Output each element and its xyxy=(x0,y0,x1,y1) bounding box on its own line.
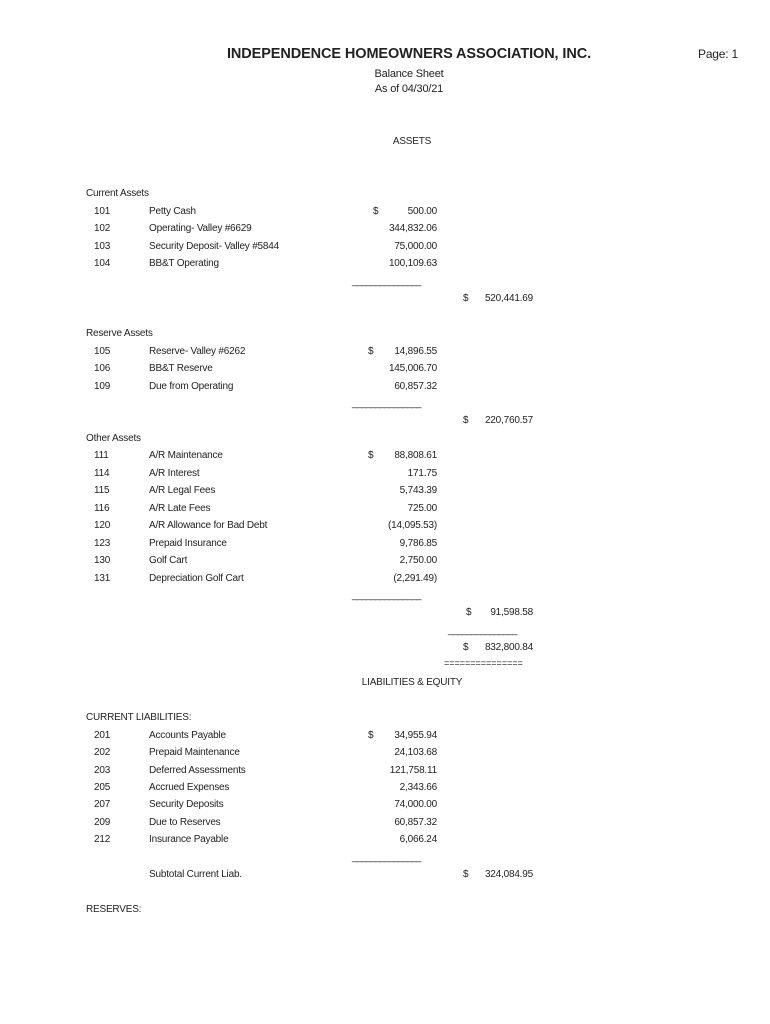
account-name: Operating- Valley #6629 xyxy=(149,223,252,234)
account-amount: 145,006.70 xyxy=(388,363,437,374)
account-code: 115 xyxy=(94,485,110,496)
account-amount: 121,758.11 xyxy=(389,765,437,776)
account-name: Prepaid Maintenance xyxy=(149,747,240,758)
account-name: Prepaid Insurance xyxy=(149,538,227,549)
account-code: 106 xyxy=(94,363,111,374)
account-code: 102 xyxy=(94,223,111,234)
currency-symbol: $ xyxy=(463,642,469,653)
double-underline: =============== xyxy=(444,658,523,668)
account-name: A/R Interest xyxy=(149,468,200,479)
account-name: Golf Cart xyxy=(149,555,188,566)
account-name: A/R Legal Fees xyxy=(149,485,216,496)
account-amount: 725.00 xyxy=(407,503,437,514)
account-name: Due from Operating xyxy=(149,381,234,392)
total-rule: _______________ xyxy=(448,625,517,636)
account-amount: 14,896.55 xyxy=(394,346,437,357)
account-amount: 74,000.00 xyxy=(394,799,437,810)
account-amount: 75,000.00 xyxy=(394,241,437,252)
account-code: 105 xyxy=(94,346,111,357)
currency-symbol: $ xyxy=(368,730,374,741)
account-name: Due to Reserves xyxy=(149,817,221,828)
subtotal-label: Subtotal Current Liab. xyxy=(149,869,242,880)
account-amount: 344,832.06 xyxy=(388,223,437,234)
currency-symbol: $ xyxy=(463,415,469,426)
subtotal-rule: _______________ xyxy=(352,590,421,601)
account-name: Security Deposit- Valley #5844 xyxy=(149,241,279,252)
account-name: Accrued Expenses xyxy=(149,782,230,793)
account-amount: 100,109.63 xyxy=(388,258,437,269)
subtotal-current-liabilities: 324,084.95 xyxy=(484,869,533,880)
account-code: 104 xyxy=(94,258,111,269)
account-amount: 171.75 xyxy=(407,468,437,479)
currency-symbol: $ xyxy=(463,293,469,304)
account-code: 120 xyxy=(94,520,111,531)
section-label-reserve-assets: Reserve Assets xyxy=(86,328,153,339)
account-name: Insurance Payable xyxy=(149,834,229,845)
account-name: Security Deposits xyxy=(149,799,224,810)
subtotal-rule: _______________ xyxy=(352,398,421,409)
account-amount: 9,786.85 xyxy=(399,538,437,549)
account-amount: (2,291.49) xyxy=(393,573,437,584)
currency-symbol: $ xyxy=(368,450,374,461)
currency-symbol: $ xyxy=(368,346,374,357)
account-code: 212 xyxy=(94,834,111,845)
section-label-reserves: RESERVES: xyxy=(86,904,142,915)
section-label-other-assets: Other Assets xyxy=(86,433,141,444)
account-name: BB&T Operating xyxy=(149,258,219,269)
subtotal-rule: _______________ xyxy=(352,852,421,863)
account-name: Depreciation Golf Cart xyxy=(149,573,244,584)
report-date: As of 04/30/21 xyxy=(374,83,444,95)
account-amount: 24,103.68 xyxy=(394,747,437,758)
report-title: INDEPENDENCE HOMEOWNERS ASSOCIATION, INC. xyxy=(226,46,592,62)
account-code: 103 xyxy=(94,241,111,252)
account-amount: 60,857.32 xyxy=(394,817,437,828)
account-name: Reserve- Valley #6262 xyxy=(149,346,246,357)
account-amount: 60,857.32 xyxy=(394,381,437,392)
account-code: 111 xyxy=(94,450,109,461)
page-number: Page: 1 xyxy=(698,47,738,61)
account-code: 207 xyxy=(94,799,111,810)
account-code: 109 xyxy=(94,381,111,392)
account-code: 131 xyxy=(94,573,111,584)
account-amount: 500.00 xyxy=(407,206,437,217)
currency-symbol: $ xyxy=(373,206,379,217)
total-assets-amount: 832,800.84 xyxy=(484,642,533,653)
account-code: 203 xyxy=(94,765,111,776)
account-amount: 88,808.61 xyxy=(394,450,437,461)
account-code: 202 xyxy=(94,747,111,758)
account-amount: 34,955.94 xyxy=(394,730,437,741)
account-code: 116 xyxy=(94,503,110,514)
account-amount: 2,750.00 xyxy=(399,555,437,566)
section-label-current-assets: Current Assets xyxy=(86,188,149,199)
account-amount: 2,343.66 xyxy=(399,782,437,793)
account-name: Deferred Assessments xyxy=(149,765,246,776)
account-code: 201 xyxy=(94,730,111,741)
account-name: A/R Allowance for Bad Debt xyxy=(149,520,268,531)
account-code: 114 xyxy=(94,468,110,479)
section-total-current-assets: 520,441.69 xyxy=(484,293,533,304)
account-name: Accounts Payable xyxy=(149,730,226,741)
account-name: BB&T Reserve xyxy=(149,363,213,374)
report-subtitle: Balance Sheet xyxy=(374,68,444,80)
account-amount: (14,095.53) xyxy=(388,520,437,531)
account-amount: 6,066.24 xyxy=(399,834,437,845)
account-name: A/R Late Fees xyxy=(149,503,211,514)
section-total-reserve-assets: 220,760.57 xyxy=(484,415,533,426)
currency-symbol: $ xyxy=(466,607,472,618)
subtotal-rule: _______________ xyxy=(352,276,421,287)
section-label-current-liabilities: CURRENT LIABILITIES: xyxy=(86,712,192,723)
account-code: 130 xyxy=(94,555,111,566)
account-amount: 5,743.39 xyxy=(399,485,437,496)
account-name: A/R Maintenance xyxy=(149,450,223,461)
assets-heading: ASSETS xyxy=(392,136,432,147)
currency-symbol: $ xyxy=(463,869,469,880)
account-code: 101 xyxy=(94,206,111,217)
account-code: 123 xyxy=(94,538,111,549)
account-code: 205 xyxy=(94,782,111,793)
account-code: 209 xyxy=(94,817,111,828)
section-total-other-assets: 91,598.58 xyxy=(490,607,533,618)
account-name: Petty Cash xyxy=(149,206,196,217)
liabilities-equity-heading: LIABILITIES & EQUITY xyxy=(361,677,463,688)
